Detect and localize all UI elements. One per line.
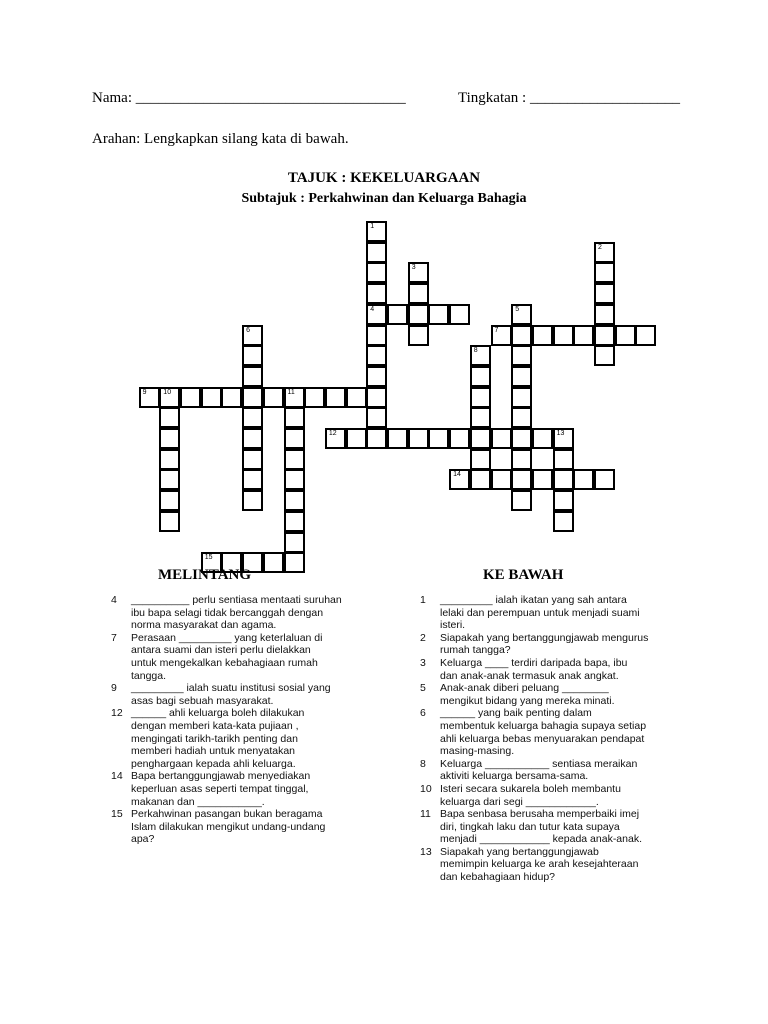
crossword-cell[interactable] <box>553 469 574 490</box>
clue-number-7: 7 <box>494 326 499 334</box>
crossword-cell[interactable] <box>553 490 574 511</box>
down-clue-8 <box>420 758 720 783</box>
crossword-cell[interactable] <box>346 428 367 449</box>
crossword-cell[interactable] <box>242 345 263 366</box>
clue-number-2: 2 <box>598 243 602 251</box>
crossword-cell[interactable] <box>532 325 553 346</box>
crossword-cell[interactable] <box>242 469 263 490</box>
clue-text: Anak-anak diberi peluang ________ mengikut bidang yang mereka minati. <box>440 682 615 707</box>
crossword-cell[interactable] <box>553 511 574 532</box>
down-clue-2 <box>420 632 720 657</box>
crossword-cell[interactable] <box>242 387 263 408</box>
crossword-cell[interactable] <box>428 428 449 449</box>
clue-text: Bapa senbasa berusaha memperbaiki imej diri, tingkah laku dan tutur kata supaya menjadi ____________ kepada anak-anak. <box>440 808 642 846</box>
crossword-cell[interactable] <box>263 552 284 573</box>
clue-text: Keluarga ____ terdiri daripada bapa, ibu dan anak-anak termasuk anak angkat. <box>440 656 628 682</box>
crossword-cell[interactable] <box>553 325 574 346</box>
crossword-cell[interactable] <box>511 325 532 346</box>
crossword-cell[interactable] <box>449 428 470 449</box>
crossword-cell[interactable] <box>387 304 408 325</box>
clue-text: ______ yang baik penting dalam membentuk keluarga bahagia supaya setiap ahli keluarga bebas menyuarakan pendapat masing-masing. <box>440 707 647 758</box>
crossword-cell[interactable] <box>242 325 263 346</box>
crossword-cell[interactable] <box>159 387 180 408</box>
crossword-cell[interactable] <box>573 325 594 346</box>
crossword-cell[interactable] <box>366 407 387 428</box>
clue-text: ______ ahli keluarga boleh dilakukan dengan memberi kata-kata pujiaan , mengingati tarikh-tarikh penting dan memberi hadiah untuk menyatakan penghargaan kepada ahli keluarga. <box>131 707 305 770</box>
crossword-cell[interactable] <box>325 428 346 449</box>
crossword-cell[interactable] <box>242 428 263 449</box>
clue-number: 14 <box>111 770 123 783</box>
crossword-cell[interactable] <box>159 428 180 449</box>
crossword-cell[interactable] <box>325 387 346 408</box>
across-clue-15 <box>111 808 381 846</box>
clue-number: 5 <box>420 682 426 695</box>
crossword-cell[interactable] <box>366 366 387 387</box>
instruction: Arahan: Lengkapkan silang kata di bawah. <box>92 131 349 147</box>
page-title: TAJUK : KEKELUARGAAN <box>287 170 481 186</box>
clue-text: Perkahwinan pasangan bukan beragama Islam dilakukan mengikut undang-undang apa? <box>131 808 326 846</box>
clue-number-1: 1 <box>370 223 375 230</box>
crossword-cell[interactable] <box>408 304 429 325</box>
crossword-cell[interactable] <box>242 449 263 470</box>
crossword-cell[interactable] <box>366 387 387 408</box>
clue-number: 13 <box>420 845 432 858</box>
crossword-cell[interactable] <box>511 490 532 511</box>
crossword-cell[interactable] <box>573 469 594 490</box>
down-clue-13 <box>420 846 720 884</box>
crossword-cell[interactable] <box>387 428 408 449</box>
crossword-cell[interactable] <box>594 469 615 490</box>
clue-text: Siapakah yang bertanggungjawab memimpin keluarga ke arah kesejahteraan dan kebahagiaan hidup? <box>440 845 639 884</box>
crossword-cell[interactable] <box>366 262 387 283</box>
crossword-cell[interactable] <box>242 407 263 428</box>
crossword-cell[interactable] <box>470 428 491 449</box>
crossword-cell[interactable] <box>470 449 491 470</box>
clue-text: _________ ialah suatu institusi sosial yang asas bagi sebuah masyarakat. <box>131 682 331 707</box>
across-clue-14 <box>111 770 381 808</box>
crossword-cell[interactable] <box>470 366 491 387</box>
clue-number-10: 10 <box>163 388 172 396</box>
clue-text: Perasaan _________ yang keterlaluan di antara suami dan isteri perlu dielakkan untuk mengekalkan kebahagiaan rumah tangga. <box>131 631 323 682</box>
crossword-cell[interactable] <box>180 387 201 408</box>
clue-text: Isteri secara sukarela boleh membantu keluarga dari segi ____________. <box>440 782 621 808</box>
crossword-cell[interactable] <box>408 262 429 283</box>
clue-number-15: 15 <box>204 554 213 562</box>
crossword-cell[interactable] <box>284 387 305 408</box>
across-heading: MELINTANG <box>158 567 252 583</box>
down-clue-3 <box>420 657 720 682</box>
crossword-cell[interactable] <box>491 469 512 490</box>
down-clue-list <box>420 594 720 884</box>
crossword-cell[interactable] <box>242 490 263 511</box>
crossword-cell[interactable] <box>221 387 242 408</box>
down-clue-6 <box>420 707 720 757</box>
clue-text: Bapa bertanggungjawab menyediakan keperluan asas seperti tempat tinggal, makanan dan ___________. <box>131 770 311 808</box>
crossword-cell[interactable] <box>346 387 367 408</box>
crossword-cell[interactable] <box>491 428 512 449</box>
clue-number: 4 <box>111 594 117 606</box>
crossword-cell[interactable] <box>553 449 574 470</box>
crossword-cell[interactable] <box>139 387 160 408</box>
crossword-cell[interactable] <box>511 449 532 470</box>
clue-number: 11 <box>420 808 431 821</box>
across-clue-9 <box>111 682 381 707</box>
crossword-cell[interactable] <box>366 428 387 449</box>
crossword-cell[interactable] <box>263 387 284 408</box>
clue-text: __________ perlu sentiasa mentaati suruhan ibu bapa selagi tidak bercanggah dengan norma masyarakat dan agama. <box>131 594 342 632</box>
crossword-cell[interactable] <box>408 428 429 449</box>
crossword-cell[interactable] <box>449 304 470 325</box>
across-clue-7 <box>111 632 381 682</box>
crossword-cell[interactable] <box>511 366 532 387</box>
form-field[interactable]: Tingkatan : ____________________ <box>458 90 680 106</box>
crossword-cell[interactable] <box>511 407 532 428</box>
clue-number: 6 <box>420 707 426 720</box>
crossword-cell[interactable] <box>159 511 180 532</box>
down-heading: KE BAWAH <box>483 567 564 583</box>
crossword-cell[interactable] <box>470 345 491 366</box>
crossword-cell[interactable] <box>159 407 180 428</box>
crossword-cell[interactable] <box>491 325 512 346</box>
clue-number-5: 5 <box>515 305 520 313</box>
clue-text: Keluarga ___________ sentiasa meraikan aktiviti keluarga bersama-sama. <box>440 757 638 783</box>
name-field[interactable]: Nama: ____________________________________ <box>92 90 406 106</box>
crossword-cell[interactable] <box>635 325 656 346</box>
clue-number-14: 14 <box>453 471 461 479</box>
crossword-cell[interactable] <box>470 407 491 428</box>
clue-number: 1 <box>420 594 426 606</box>
crossword-cell[interactable] <box>366 221 387 242</box>
clue-number-6: 6 <box>246 326 250 334</box>
clue-text: _________ ialah ikatan yang sah antara lelaki dan perempuan untuk menjadi suami isteri. <box>440 594 640 632</box>
crossword-cell[interactable] <box>366 283 387 304</box>
crossword-cell[interactable] <box>594 325 615 346</box>
crossword-cell[interactable] <box>532 469 553 490</box>
crossword-cell[interactable] <box>242 366 263 387</box>
down-clue-1 <box>420 594 720 632</box>
clue-number-12: 12 <box>328 430 337 437</box>
crossword-cell[interactable] <box>284 552 305 573</box>
clue-number: 2 <box>420 631 426 644</box>
crossword-cell[interactable] <box>511 304 532 325</box>
crossword-cell[interactable] <box>594 242 615 263</box>
clue-number-8: 8 <box>473 347 478 355</box>
crossword-cell[interactable] <box>366 325 387 346</box>
crossword-cell[interactable] <box>201 387 222 408</box>
crossword-cell[interactable] <box>408 283 429 304</box>
crossword-cell[interactable] <box>159 490 180 511</box>
crossword-cell[interactable] <box>284 469 305 490</box>
crossword-cell[interactable] <box>470 387 491 408</box>
page-subtitle: Subtajuk : Perkahwinan dan Keluarga Bahagia <box>241 191 527 206</box>
across-clue-list <box>111 594 381 846</box>
clue-number-13: 13 <box>556 430 565 437</box>
down-clue-11 <box>420 808 720 846</box>
clue-number: 12 <box>111 707 123 720</box>
crossword-cell[interactable] <box>511 387 532 408</box>
crossword-cell[interactable] <box>284 511 305 532</box>
crossword-cell[interactable] <box>159 449 180 470</box>
crossword-cell[interactable] <box>511 345 532 366</box>
crossword-cell[interactable] <box>304 387 325 408</box>
clue-number: 9 <box>111 682 117 695</box>
crossword-cell[interactable] <box>428 304 449 325</box>
clue-number-4: 4 <box>370 305 375 313</box>
crossword-cell[interactable] <box>366 304 387 325</box>
crossword-cell[interactable] <box>553 428 574 449</box>
clue-number: 15 <box>111 808 123 821</box>
clue-number: 8 <box>420 757 426 770</box>
crossword-cell[interactable] <box>511 428 532 449</box>
crossword-cell[interactable] <box>615 325 636 346</box>
crossword-cell[interactable] <box>284 532 305 553</box>
crossword-cell[interactable] <box>284 490 305 511</box>
crossword-cell[interactable] <box>532 428 553 449</box>
crossword-cell[interactable] <box>470 469 491 490</box>
clue-number-11: 11 <box>287 388 295 396</box>
crossword-cell[interactable] <box>594 304 615 325</box>
crossword-cell[interactable] <box>511 469 532 490</box>
clue-number: 7 <box>111 631 117 644</box>
crossword-cell[interactable] <box>284 428 305 449</box>
crossword-cell[interactable] <box>366 242 387 263</box>
crossword-cell[interactable] <box>594 262 615 283</box>
clue-number-9: 9 <box>142 388 147 396</box>
crossword-cell[interactable] <box>284 407 305 428</box>
clue-number: 3 <box>420 656 426 669</box>
crossword-cell[interactable] <box>408 325 429 346</box>
clue-number: 10 <box>420 782 432 795</box>
crossword-cell[interactable] <box>284 449 305 470</box>
crossword-cell[interactable] <box>594 283 615 304</box>
across-clue-12 <box>111 707 381 770</box>
crossword-cell[interactable] <box>449 469 470 490</box>
down-clue-5 <box>420 682 720 707</box>
crossword-cell[interactable] <box>594 345 615 366</box>
clue-number-3: 3 <box>411 264 416 272</box>
clue-text: Siapakah yang bertanggungjawab mengurus rumah tangga? <box>440 631 649 657</box>
down-clue-10 <box>420 783 720 808</box>
crossword-cell[interactable] <box>159 469 180 490</box>
across-clue-4 <box>111 594 381 632</box>
crossword-cell[interactable] <box>366 345 387 366</box>
